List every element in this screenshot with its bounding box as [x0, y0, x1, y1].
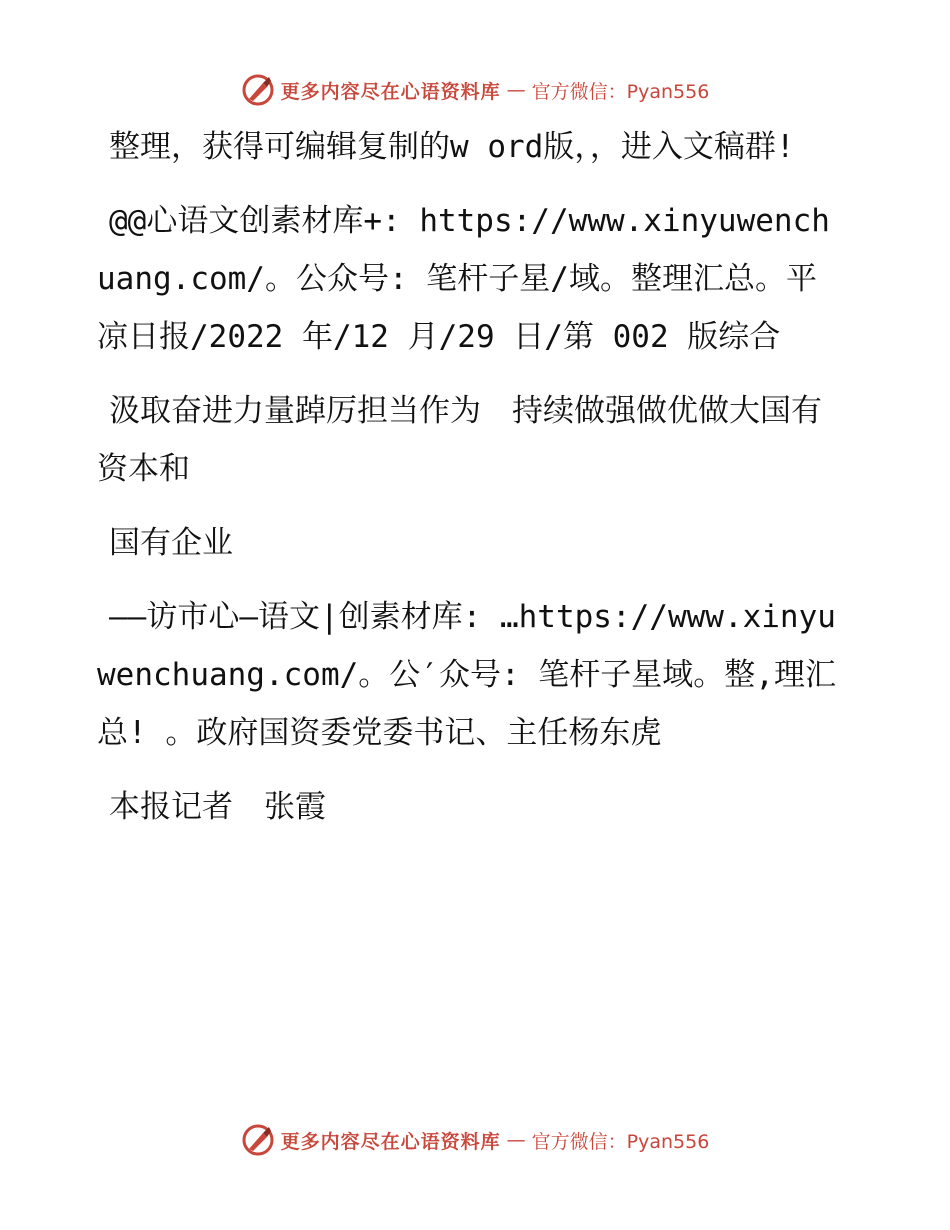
- banner-title: 更多内容尽在心语资料库: [280, 1130, 501, 1153]
- paragraph-1: 整理，获得可编辑复制的w ord版，，进入文稿群!: [109, 129, 795, 165]
- paragraph-5: ——访市心—语文|创素材库: …https://www.xinyuwenchuang.com/。公′众号: 笔杆子星域。整,理汇总! 。政府国资委党委书记、主任杨东虎: [97, 599, 836, 751]
- banner-wechat: 官方微信：Pyan556: [531, 1130, 710, 1153]
- pen-circle-logo-icon: [241, 73, 275, 107]
- paragraph-3: 汲取奋进力量踔厉担当作为 持续做强做优做大国有资本和: [97, 393, 822, 487]
- header-banner: [0, 70, 950, 110]
- footer-banner: [0, 1120, 950, 1160]
- paragraph-4: 国有企业: [109, 525, 233, 561]
- pen-circle-logo-icon: [241, 1123, 275, 1157]
- paragraph-2: @@心语文创素材库+: https://www.xinyuwenchuang.com/。公众号: 笔杆子星/域。整理汇总。平凉日报/2022 年/12 月/29 日/第 002 版综合: [97, 203, 830, 355]
- paragraph-6: 本报记者 张霞: [109, 789, 326, 825]
- banner-separator: —: [506, 1129, 526, 1151]
- document-body: [97, 118, 837, 852]
- banner-wechat: 官方微信：Pyan556: [531, 80, 710, 103]
- banner-title: 更多内容尽在心语资料库: [280, 80, 501, 103]
- banner-separator: —: [506, 79, 526, 101]
